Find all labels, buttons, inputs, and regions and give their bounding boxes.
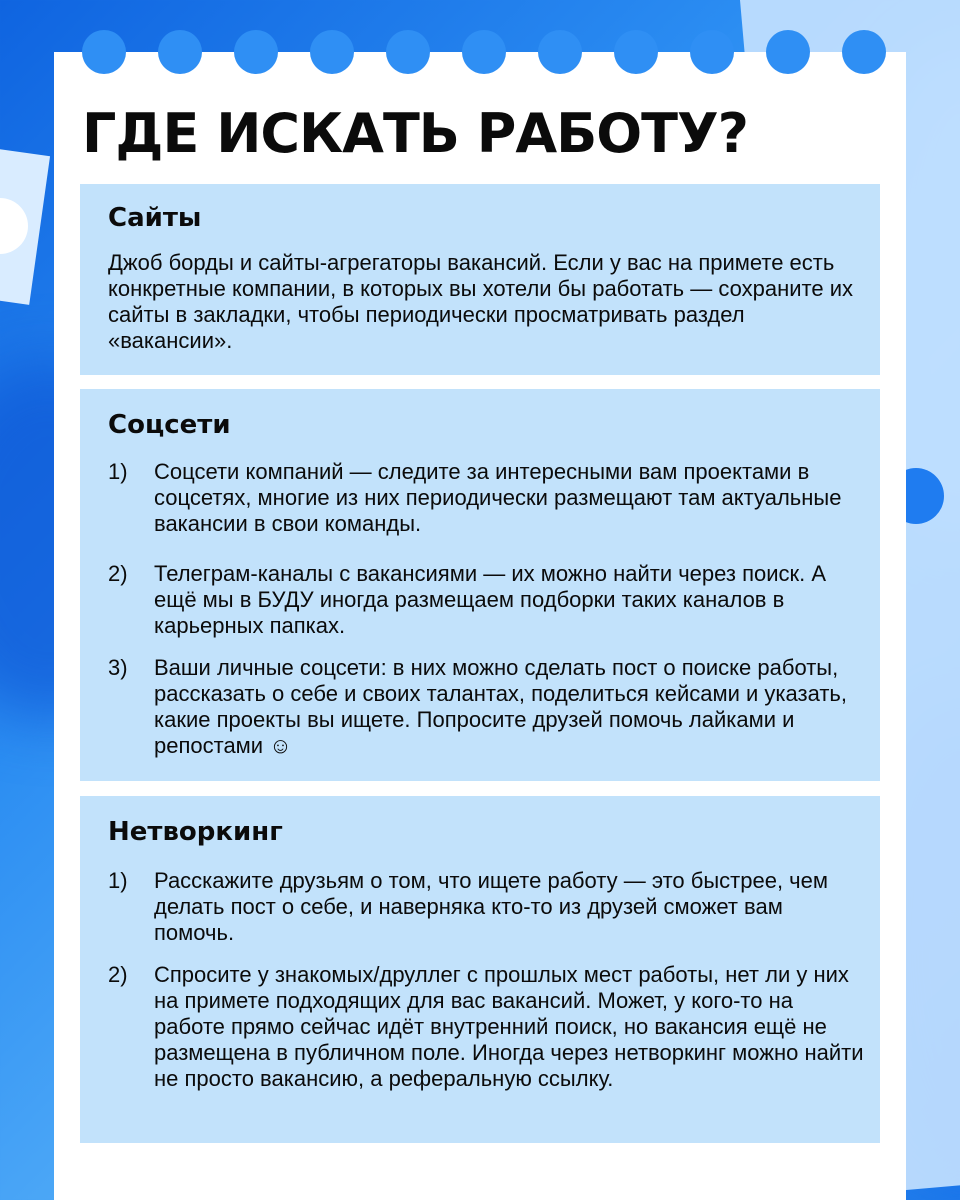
section-sites [80, 184, 880, 375]
list-item-number: 2) [108, 561, 128, 586]
section-text: Джоб борды и сайты-агрегаторы вакансий. Если у вас на примете есть конкретные компании, в которых вы хотели бы работать — сохраните их сайты в закладки, чтобы периодически просматривать раздел «вакансии». [108, 250, 853, 353]
list-item-text: Расскажите друзьям о том, что ищете работу — это быстрее, чем делать пост о себе, и наверняка кто-то из друзей сможет вам помочь. [154, 868, 828, 945]
list-item-number: 2) [108, 962, 128, 987]
section-title: Нетворкинг [108, 817, 283, 847]
binder-hole [842, 30, 886, 74]
binder-hole [690, 30, 734, 74]
list-item-text: Спросите у знакомых/друллег с прошлых мест работы, нет ли у них на примете подходящих для вас вакансий. Может, у кого-то на работе прямо сейчас идёт внутренний поиск, но вакансия ещё не размещена в публичном поле. Иногда через нетворкинг можно найти не просто вакансию, а реферальную ссылку. [154, 962, 864, 1091]
binder-hole [766, 30, 810, 74]
binder-hole [538, 30, 582, 74]
list-item-number: 1) [108, 459, 128, 484]
notebook-sheet [54, 52, 906, 1200]
list-item-number: 3) [108, 655, 128, 680]
list-item-text: Соцсети компаний — следите за интересными вам проектами в соцсетях, многие из них периодически размещают там актуальные вакансии в свои команды. [154, 459, 842, 536]
section-title: Соцсети [108, 410, 231, 440]
binder-hole [234, 30, 278, 74]
list-item-number: 1) [108, 868, 128, 893]
binder-hole [158, 30, 202, 74]
page-title: ГДЕ ИСКАТЬ РАБОТУ? [82, 102, 748, 165]
list-item-text: Телеграм-каналы с вакансиями — их можно найти через поиск. А ещё мы в БУДУ иногда размещаем подборки таких каналов в карьерных папках. [154, 561, 827, 638]
section-networking [80, 796, 880, 1143]
binder-hole [310, 30, 354, 74]
section-social [80, 389, 880, 781]
binder-hole [462, 30, 506, 74]
list-item-text: Ваши личные соцсети: в них можно сделать пост о поиске работы, рассказать о себе и своих талантах, поделиться кейсами и указать, какие проекты вы ищете. Попросите друзей помочь лайками и репостами ☺ [154, 655, 847, 758]
section-title: Сайты [108, 203, 202, 233]
binder-hole [386, 30, 430, 74]
binder-hole [614, 30, 658, 74]
binder-hole [82, 30, 126, 74]
